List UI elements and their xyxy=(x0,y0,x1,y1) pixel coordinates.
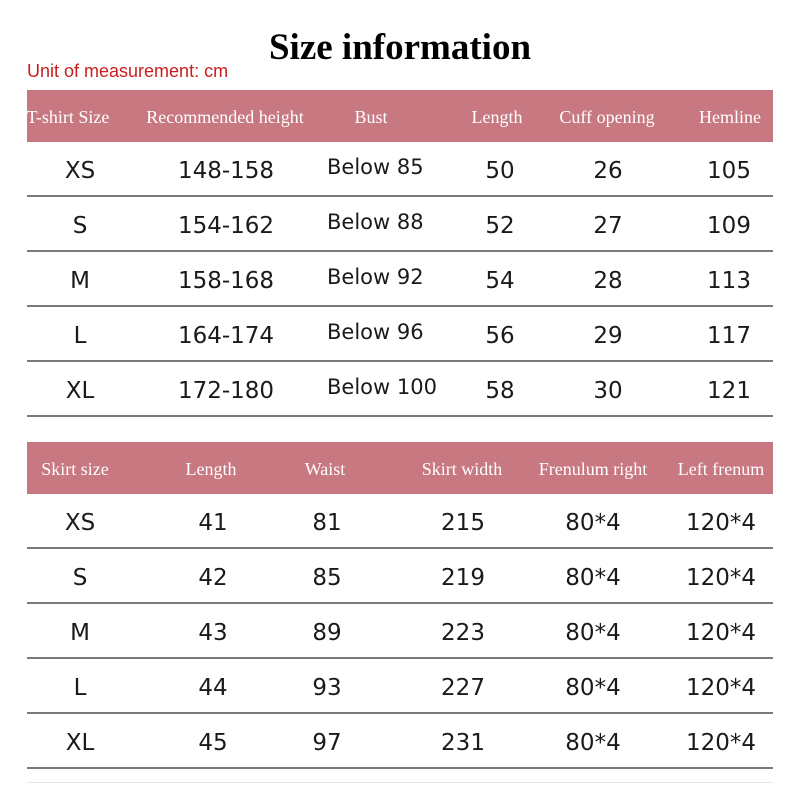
cell-hemline: 121 xyxy=(707,378,751,404)
table-row xyxy=(27,659,773,714)
cell-length: 45 xyxy=(198,730,228,756)
cell-frenulum-right: 80*4 xyxy=(565,620,621,646)
skirt-size-table xyxy=(27,442,773,769)
cell-left-frenum: 120*4 xyxy=(685,730,757,756)
cell-frenulum-right: 80*4 xyxy=(565,510,621,536)
cell-size: L xyxy=(73,675,87,701)
cell-frenulum-right: 80*4 xyxy=(565,675,621,701)
cell-size: XS xyxy=(64,510,96,536)
cell-size: XL xyxy=(65,730,95,756)
cell-waist: 89 xyxy=(312,620,342,646)
cell-hemline: 109 xyxy=(707,213,751,239)
cell-left-frenum: 120*4 xyxy=(685,510,757,536)
cell-skirt-width: 223 xyxy=(441,620,485,646)
cell-waist: 93 xyxy=(312,675,342,701)
cell-length: 43 xyxy=(198,620,228,646)
cell-length: 41 xyxy=(198,510,228,536)
cell-skirt-width: 231 xyxy=(441,730,485,756)
unit-label: Unit of measurement: cm xyxy=(27,61,229,81)
cell-skirt-width: 215 xyxy=(441,510,485,536)
table-row xyxy=(27,142,773,197)
cell-hemline: 113 xyxy=(707,268,751,294)
table-row xyxy=(27,307,773,362)
table-row xyxy=(27,362,773,417)
table-row xyxy=(27,549,773,604)
cell-length: 54 xyxy=(485,268,515,294)
table-row xyxy=(27,714,773,769)
cell-size: M xyxy=(70,268,90,294)
header-skirt-size: Skirt size xyxy=(41,459,109,479)
cell-length: 52 xyxy=(485,213,515,239)
cell-left-frenum: 120*4 xyxy=(685,675,757,701)
cell-recommended-height: 148-158 xyxy=(177,158,275,184)
tshirt-size-table xyxy=(27,90,773,417)
cell-bust: Below 100 xyxy=(327,375,437,399)
cell-bust: Below 85 xyxy=(327,155,424,179)
cell-size: XL xyxy=(65,378,95,404)
cell-left-frenum: 120*4 xyxy=(685,620,757,646)
cell-length: 58 xyxy=(485,378,515,404)
table-row xyxy=(27,197,773,252)
cell-length: 42 xyxy=(198,565,228,591)
cell-hemline: 105 xyxy=(707,158,751,184)
cell-bust: Below 92 xyxy=(327,265,424,289)
header-length: Length xyxy=(471,107,523,127)
cell-cuff-opening: 30 xyxy=(593,378,623,404)
header-bust: Bust xyxy=(354,107,388,127)
cell-waist: 85 xyxy=(312,565,342,591)
cell-left-frenum: 120*4 xyxy=(685,565,757,591)
header-frenulum-right: Frenulum right xyxy=(538,459,648,479)
cell-recommended-height: 158-168 xyxy=(177,268,275,294)
header-skirt-width: Skirt width xyxy=(421,459,503,479)
header-length: Length xyxy=(185,459,237,479)
cell-waist: 97 xyxy=(312,730,342,756)
cell-frenulum-right: 80*4 xyxy=(565,730,621,756)
cell-size: XS xyxy=(64,158,96,184)
cell-cuff-opening: 28 xyxy=(593,268,623,294)
cell-size: S xyxy=(72,565,88,591)
header-cuff-opening: Cuff opening xyxy=(559,107,655,127)
cell-length: 50 xyxy=(485,158,515,184)
cell-size: L xyxy=(73,323,87,349)
cell-hemline: 117 xyxy=(707,323,751,349)
cell-bust: Below 88 xyxy=(327,210,424,234)
cell-cuff-opening: 29 xyxy=(593,323,623,349)
cell-length: 44 xyxy=(198,675,228,701)
cell-size: M xyxy=(70,620,90,646)
skirt-table-header xyxy=(27,442,773,494)
table-row xyxy=(27,494,773,549)
cell-recommended-height: 154-162 xyxy=(177,213,275,239)
tshirt-table-header xyxy=(27,90,773,142)
cell-frenulum-right: 80*4 xyxy=(565,565,621,591)
header-left-frenum: Left frenum xyxy=(677,459,765,479)
cell-size: S xyxy=(72,213,88,239)
cell-skirt-width: 219 xyxy=(441,565,485,591)
bottom-divider xyxy=(27,782,773,793)
header-hemline: Hemline xyxy=(699,107,761,127)
cell-recommended-height: 172-180 xyxy=(177,378,275,404)
table-row xyxy=(27,604,773,659)
cell-waist: 81 xyxy=(312,510,342,536)
header-recommended-height: Recommended height xyxy=(146,107,304,127)
table-row xyxy=(27,252,773,307)
cell-bust: Below 96 xyxy=(327,320,424,344)
cell-length: 56 xyxy=(485,323,515,349)
header-waist: Waist xyxy=(304,459,346,479)
cell-skirt-width: 227 xyxy=(441,675,485,701)
cell-cuff-opening: 27 xyxy=(593,213,623,239)
header-tshirt-size: T-shirt Size xyxy=(26,107,110,127)
page-title: Size information xyxy=(268,27,532,68)
cell-cuff-opening: 26 xyxy=(593,158,623,184)
cell-recommended-height: 164-174 xyxy=(177,323,275,349)
